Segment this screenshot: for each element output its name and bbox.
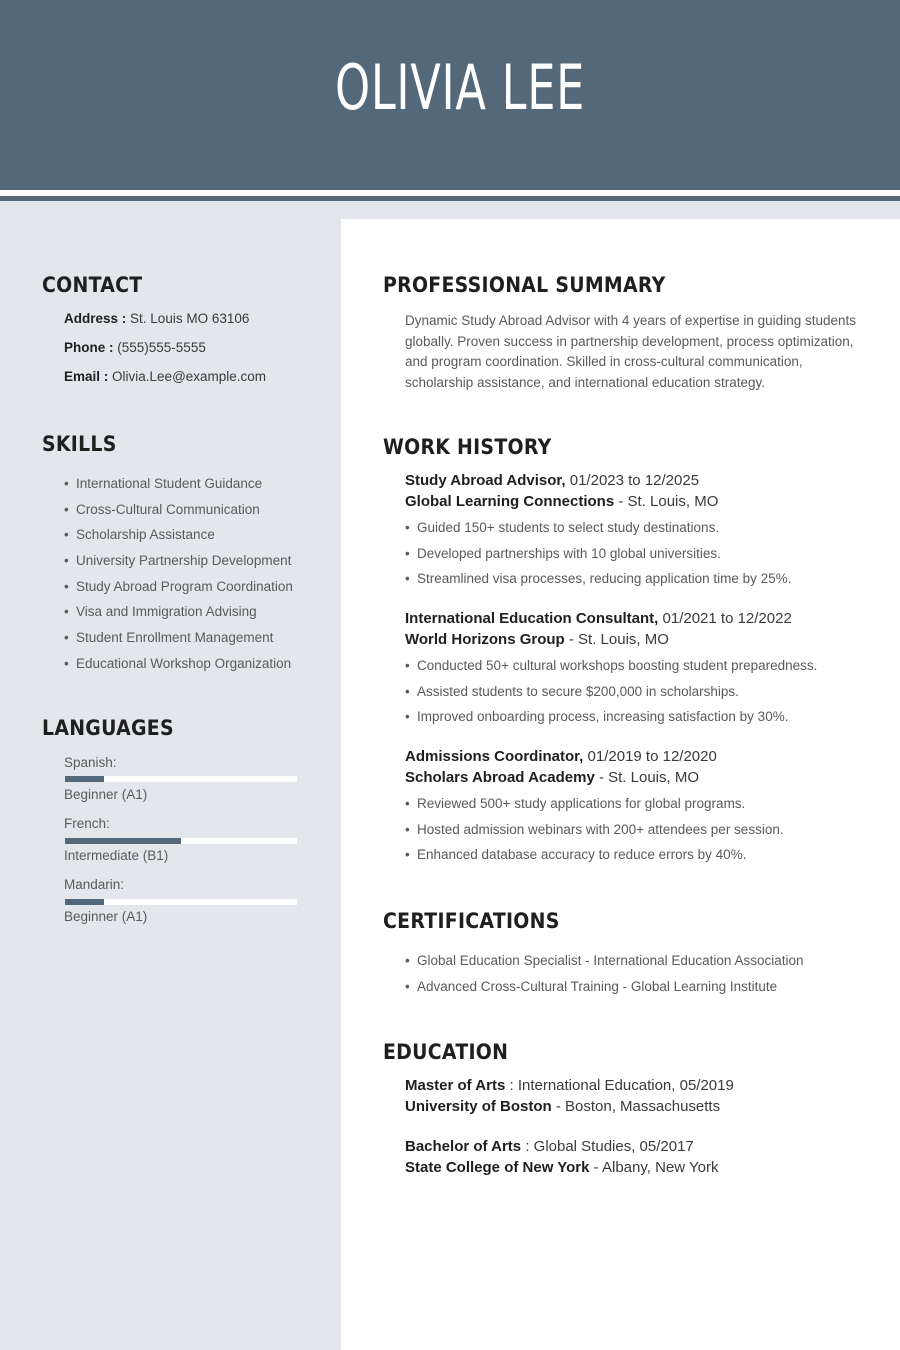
languages-heading: LANGUAGES: [42, 716, 174, 740]
contact-phone: [64, 340, 206, 355]
job-title-line: [405, 610, 792, 627]
skill-text: International Student Guidance: [76, 476, 263, 491]
education-location: - Boston, Massachusetts: [555, 1098, 721, 1115]
language-proficiency-fill: [65, 776, 104, 782]
candidate-name: OLIVIA LEE: [334, 51, 586, 124]
language-name: Spanish:: [64, 755, 117, 770]
job-dates: 01/2019 to 12/2020: [587, 748, 717, 765]
education-school: State College of New York: [405, 1159, 590, 1176]
skill-item: [64, 603, 293, 629]
bullet-icon: •: [405, 658, 410, 673]
job-location: - St. Louis, MO: [568, 631, 669, 648]
language-proficiency-fill: [65, 899, 104, 905]
main-top-strip: [341, 201, 900, 219]
job-bullet: [405, 795, 784, 821]
skills-heading: SKILLS: [42, 432, 117, 456]
education-degree-line: [405, 1077, 734, 1094]
education-school: University of Boston: [405, 1098, 552, 1115]
job-company-line: [405, 769, 699, 786]
bullet-icon: •: [405, 953, 410, 968]
education-degree: Bachelor of Arts: [405, 1138, 522, 1155]
phone-label: Phone :: [64, 340, 114, 355]
language-proficiency-fill: [65, 838, 181, 844]
job-bullet: [405, 683, 817, 709]
job-bullet-text: Improved onboarding process, increasing satisfaction by 30%.: [417, 709, 789, 725]
job-dates: 01/2023 to 12/2025: [569, 472, 700, 489]
certification-item: [405, 978, 803, 1004]
language-level: Intermediate (B1): [64, 848, 169, 863]
skill-text: Educational Workshop Organization: [76, 655, 292, 671]
job-role: Admissions Coordinator,: [405, 748, 584, 765]
language-name: Mandarin:: [64, 877, 125, 892]
bullet-icon: •: [64, 655, 69, 671]
skill-item: [64, 655, 293, 681]
resume-header: [0, 0, 900, 190]
job-company: Global Learning Connections: [405, 493, 615, 510]
job-bullet-text: Guided 150+ students to select study destinations.: [417, 520, 720, 535]
contact-address: [64, 311, 249, 326]
job-bullet: [405, 708, 817, 734]
address-value: St. Louis MO 63106: [130, 311, 250, 326]
job-bullet-text: Developed partnerships with 10 global universities.: [417, 545, 721, 561]
language-level: Beginner (A1): [64, 909, 148, 924]
bullet-icon: •: [405, 847, 410, 863]
skill-text: Scholarship Assistance: [76, 527, 215, 543]
skill-text: Student Enrollment Management: [76, 630, 274, 646]
education-school-line: [405, 1098, 720, 1115]
education-school-line: [405, 1159, 718, 1176]
job-bullets: [405, 657, 817, 734]
skill-item: [64, 475, 293, 501]
education-heading: EDUCATION: [383, 1040, 509, 1064]
bullet-icon: •: [405, 571, 410, 587]
job-bullet-text: Conducted 50+ cultural workshops boosting student preparedness.: [417, 658, 818, 673]
certification-text: Advanced Cross-Cultural Training - Global Learning Institute: [417, 978, 778, 994]
job-role: Study Abroad Advisor,: [405, 472, 566, 489]
skill-text: Cross-Cultural Communication: [76, 501, 260, 517]
contact-email: [64, 369, 266, 384]
bullet-icon: •: [64, 553, 69, 569]
contact-heading: CONTACT: [42, 273, 143, 297]
job-bullet: [405, 570, 791, 596]
certifications-list: [405, 952, 803, 1003]
summary-heading: PROFESSIONAL SUMMARY: [383, 273, 666, 297]
job-dates: 01/2021 to 12/2022: [662, 610, 792, 627]
skill-text: University Partnership Development: [76, 553, 292, 569]
certifications-heading: CERTIFICATIONS: [383, 909, 560, 933]
bullet-icon: •: [405, 683, 410, 699]
bullet-icon: •: [405, 545, 410, 561]
bullet-icon: •: [405, 709, 410, 725]
email-label: Email :: [64, 369, 109, 384]
bullet-icon: •: [405, 978, 410, 994]
bullet-icon: •: [405, 821, 410, 837]
job-bullet: [405, 657, 817, 683]
job-title-line: [405, 748, 717, 765]
email-value: Olivia.Lee@example.com: [112, 369, 267, 384]
education-degree: Master of Arts: [405, 1077, 506, 1094]
education-location: - Albany, New York: [593, 1159, 719, 1176]
skill-item: [64, 552, 293, 578]
skill-item: [64, 526, 293, 552]
summary-text: Dynamic Study Abroad Advisor with 4 years of expertise in guiding students globally. Proven success in partnership development, process optimization, and program coordination. Skilled in cross-cultural communication, scholarship assistance, and international education strategy.: [405, 313, 856, 390]
bullet-icon: •: [64, 578, 69, 594]
job-location: - St. Louis, MO: [598, 769, 699, 786]
skill-text: Study Abroad Program Coordination: [76, 578, 293, 594]
job-company: Scholars Abroad Academy: [405, 769, 595, 786]
job-bullets: [405, 795, 784, 872]
bullet-icon: •: [64, 604, 69, 620]
language-level: Beginner (A1): [64, 787, 148, 802]
job-bullets: [405, 519, 791, 596]
language-name: French:: [64, 816, 110, 831]
job-bullet-text: Enhanced database accuracy to reduce errors by 40%.: [417, 847, 747, 863]
phone-value: (555)555-5555: [117, 340, 206, 355]
bullet-icon: •: [64, 527, 69, 543]
education-detail: : International Education, 05/2019: [509, 1077, 734, 1094]
job-bullet-text: Reviewed 500+ study applications for global programs.: [417, 796, 746, 811]
skill-item: [64, 501, 293, 527]
bullet-icon: •: [405, 796, 410, 811]
job-role: International Education Consultant,: [405, 610, 659, 627]
skills-list: [64, 475, 293, 681]
language-proficiency-bar: [65, 776, 297, 782]
skill-text: Visa and Immigration Advising: [76, 604, 257, 620]
job-bullet: [405, 545, 791, 571]
job-title-line: [405, 472, 699, 489]
job-bullet-text: Streamlined visa processes, reducing application time by 25%.: [417, 571, 792, 587]
bullet-icon: •: [64, 476, 69, 491]
skill-item: [64, 629, 293, 655]
address-label: Address :: [64, 311, 127, 326]
job-company-line: [405, 493, 718, 510]
education-degree-line: [405, 1138, 694, 1155]
certification-text: Global Education Specialist - International Education Association: [417, 953, 804, 968]
job-company: World Horizons Group: [405, 631, 565, 648]
bullet-icon: •: [405, 520, 410, 535]
job-bullet: [405, 821, 784, 847]
certification-item: [405, 952, 803, 978]
job-bullet-text: Hosted admission webinars with 200+ attendees per session.: [417, 821, 784, 837]
job-bullet: [405, 519, 791, 545]
job-bullet: [405, 846, 784, 872]
skill-item: [64, 578, 293, 604]
education-detail: : Global Studies, 05/2017: [525, 1138, 694, 1155]
work-history-heading: WORK HISTORY: [383, 435, 552, 459]
bullet-icon: •: [64, 501, 69, 517]
job-bullet-text: Assisted students to secure $200,000 in scholarships.: [417, 683, 739, 699]
job-location: - St. Louis, MO: [618, 493, 719, 510]
language-proficiency-bar: [65, 899, 297, 905]
bullet-icon: •: [64, 630, 69, 646]
job-company-line: [405, 631, 669, 648]
language-proficiency-bar: [65, 838, 297, 844]
